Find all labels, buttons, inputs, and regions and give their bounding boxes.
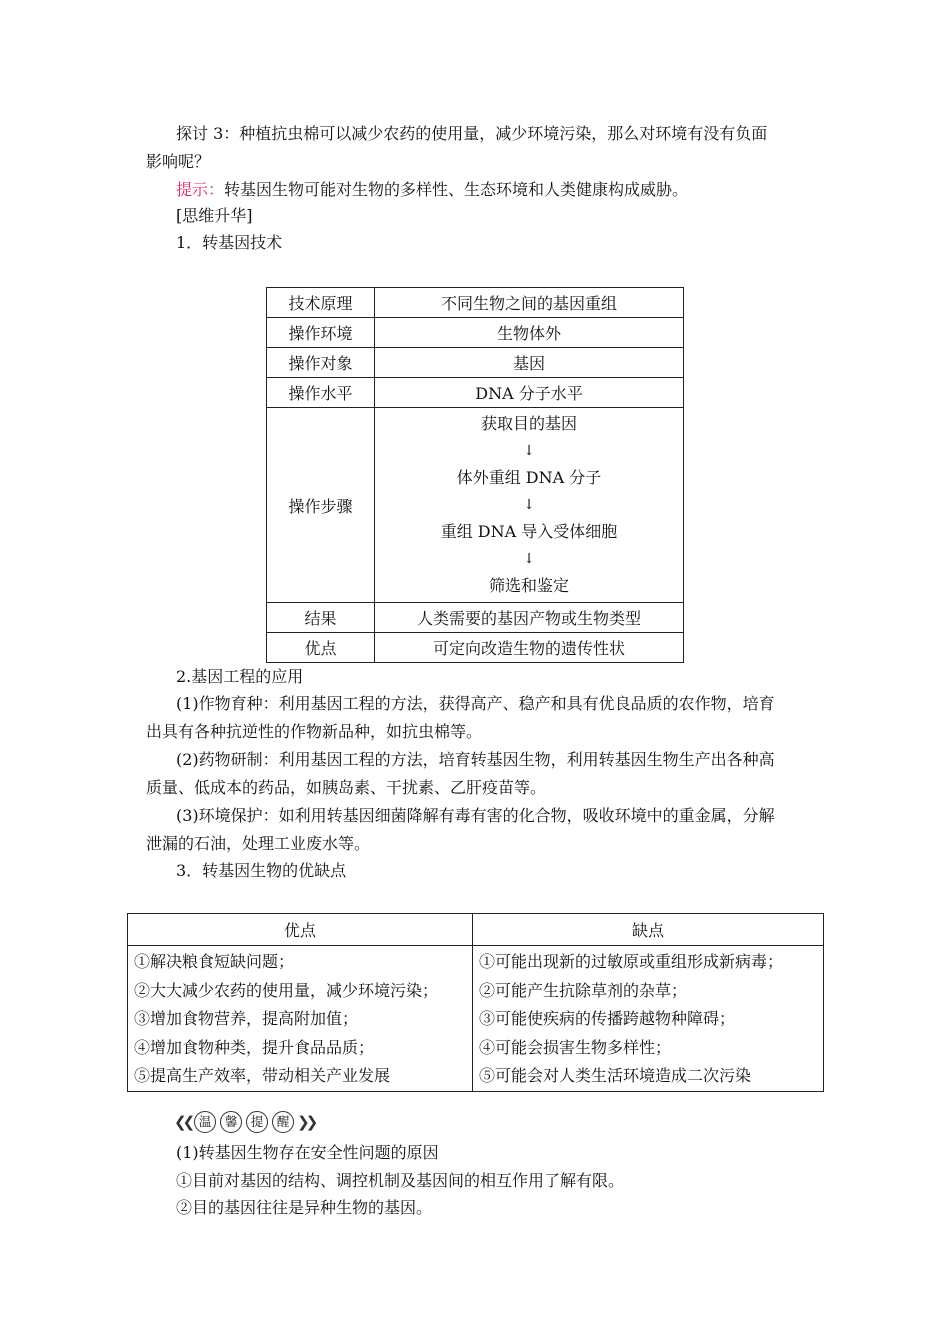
discussion-line-1: 探讨 3：种植抗虫棉可以减少农药的使用量，减少环境污染，那么对环境有没有负面 — [176, 124, 768, 143]
down-arrow-icon: ↓ — [523, 497, 535, 513]
double-chevron-left-icon: ❮❮ — [174, 1113, 192, 1131]
cons-column — [473, 946, 824, 1092]
discussion-line-2: 影响呢？ — [146, 152, 211, 171]
warm-tip-badge — [174, 1111, 314, 1133]
pros-item: ④增加食物种类，提升食品品质； — [134, 1037, 375, 1057]
tip-char: 馨 — [220, 1111, 242, 1133]
header-pros: 优点 — [128, 914, 473, 946]
pros-cons-table — [127, 913, 824, 1092]
row-key: 操作对象 — [267, 348, 375, 378]
row-key: 技术原理 — [267, 288, 375, 318]
table-row — [267, 378, 684, 408]
row-value: 可定向改造生物的遗传性状 — [375, 633, 684, 663]
tip-char: 醒 — [272, 1111, 294, 1133]
heading-applications: 2.基因工程的应用 — [176, 667, 304, 686]
row-value: 人类需要的基因产物或生物类型 — [375, 603, 684, 633]
row-value: 基因 — [375, 348, 684, 378]
app-p1-line2: 出具有各种抗逆性的作物新品种，如抗虫棉等。 — [146, 722, 483, 741]
pros-item: ③增加食物营养，提高附加值； — [134, 1009, 359, 1028]
app-p1-line1: (1)作物育种：利用基因工程的方法，获得高产、稳产和具有优良品质的农作物，培育 — [176, 694, 775, 713]
step-item: 重组 DNA 导入受体细胞 — [440, 522, 618, 541]
tip-line-2: ①目前对基因的结构、调控机制及基因间的相互作用了解有限。 — [176, 1171, 625, 1190]
tip-char: 温 — [194, 1111, 216, 1133]
cons-item: ⑤可能会对人类生活环境造成二次污染 — [479, 1066, 752, 1085]
table-row — [128, 946, 824, 1092]
heading-pros-cons: 3．转基因生物的优缺点 — [176, 861, 347, 880]
heading-transgenic-tech: 1．转基因技术 — [176, 233, 283, 252]
pros-item: ②大大减少农药的使用量，减少环境污染； — [134, 980, 439, 1000]
step-item: 获取目的基因 — [480, 414, 577, 433]
pros-column — [128, 946, 473, 1092]
section-title: [思维升华] — [176, 206, 253, 225]
table-row — [267, 288, 684, 318]
step-item: 筛选和鉴定 — [488, 576, 569, 595]
app-p2-line2: 质量、低成本的药品，如胰岛素、干扰素、乙肝疫苗等。 — [146, 778, 547, 797]
cons-item: ①可能出现新的过敏原或重组形成新病毒； — [479, 952, 784, 971]
transgenic-tech-table — [266, 287, 684, 663]
cons-item: ②可能产生抗除草剂的杂草； — [479, 980, 688, 1000]
tip-char: 提 — [246, 1111, 268, 1133]
app-p3-line2: 泄漏的石油，处理工业废水等。 — [146, 834, 371, 853]
table-row-steps — [267, 408, 684, 603]
app-p3-line1: (3)环境保护：如利用转基因细菌降解有毒有害的化合物，吸收环境中的重金属，分解 — [176, 806, 775, 825]
row-key: 优点 — [267, 633, 375, 663]
table-row — [267, 318, 684, 348]
pros-item: ⑤提高生产效率，带动相关产业发展 — [134, 1066, 391, 1085]
table-row — [267, 633, 684, 663]
cons-item: ③可能使疾病的传播跨越物种障碍； — [479, 1009, 736, 1028]
down-arrow-icon: ↓ — [523, 443, 535, 459]
hint-label: 提示： — [176, 180, 225, 199]
down-arrow-icon: ↓ — [523, 551, 535, 567]
tip-line-3: ②目的基因往往是异种生物的基因。 — [176, 1198, 433, 1217]
cons-item: ④可能会损害生物多样性； — [479, 1037, 672, 1057]
double-chevron-right-icon: ❯❯ — [297, 1113, 315, 1131]
row-key: 结果 — [267, 603, 375, 633]
row-key: 操作环境 — [267, 318, 375, 348]
row-value: DNA 分子水平 — [375, 378, 684, 408]
row-key: 操作水平 — [267, 378, 375, 408]
pros-item: ①解决粮食短缺问题； — [134, 952, 295, 971]
steps-flow — [375, 408, 684, 603]
table-row — [267, 348, 684, 378]
row-value: 生物体外 — [375, 318, 684, 348]
tip-line-1: (1)转基因生物存在安全性问题的原因 — [176, 1143, 439, 1162]
step-item: 体外重组 DNA 分子 — [456, 468, 602, 487]
table-header-row — [128, 914, 824, 946]
row-value: 不同生物之间的基因重组 — [375, 288, 684, 318]
hint-text: 转基因生物可能对生物的多样性、生态环境和人类健康构成威胁。 — [224, 180, 689, 199]
app-p2-line1: (2)药物研制：利用基因工程的方法，培育转基因生物，利用转基因生物生产出各种高 — [176, 750, 775, 769]
hint-paragraph — [176, 180, 688, 200]
table-row — [267, 603, 684, 633]
header-cons: 缺点 — [473, 914, 824, 946]
row-key: 操作步骤 — [267, 408, 375, 603]
